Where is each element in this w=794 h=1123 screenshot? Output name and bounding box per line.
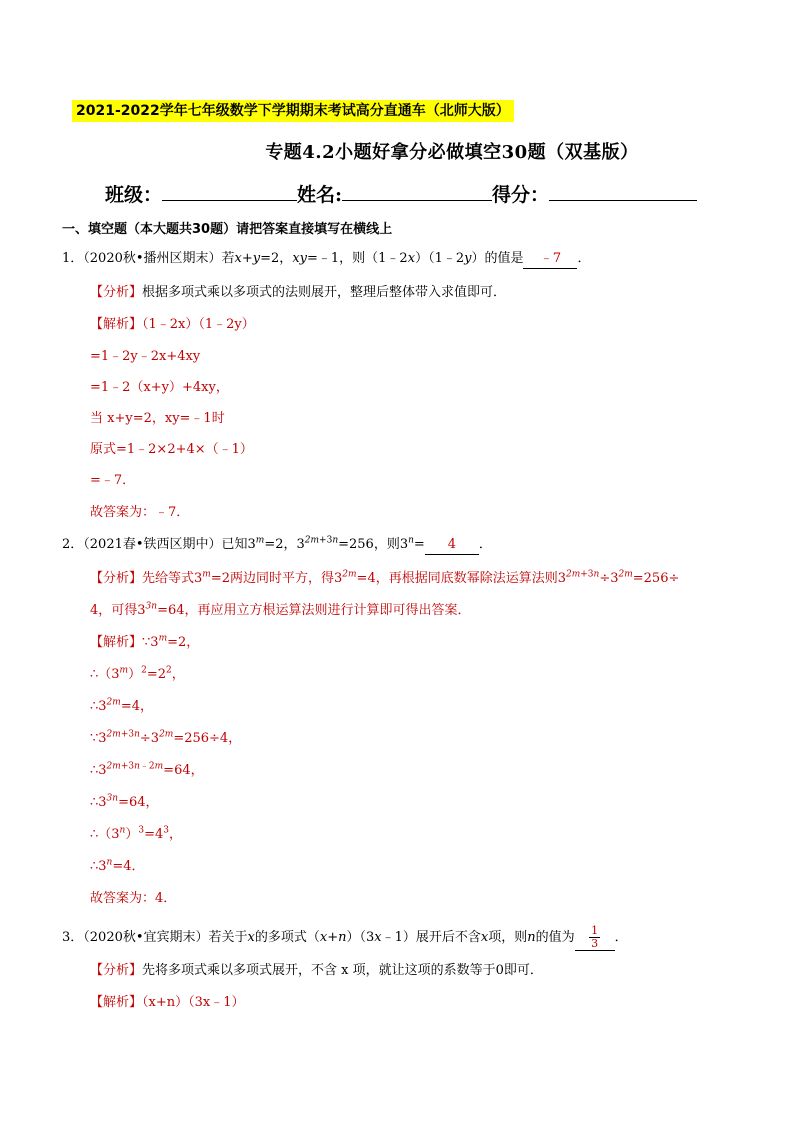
q1-solution-3: 当 x+y=2，xy=﹣1时 (90, 411, 225, 426)
q2-solution-2: $\therefore 3^{2m}=4$， (90, 697, 153, 714)
page-title: 专题4.2小题好拿分必做填空30题（双基版） (265, 142, 639, 163)
q1-stem: 1．（2020秋•播州区期末）若x+y=2，xy=﹣1，则（1﹣2x）（1﹣2y）的值是 ﹣7 ． (62, 250, 591, 269)
q2-solution-1: $\therefore(3^m)^2=2^2$， (90, 665, 185, 682)
student-info-row (105, 180, 697, 207)
q1-analysis: 【分析】根据多项式乘以多项式的法则展开，整理后整体带入求值即可． (90, 285, 507, 300)
class-label: 班级： (105, 184, 163, 206)
q3-stem: 3．（2020秋•宜宾期末）若关于x的多项式（x+n）（3x﹣1）展开后不含x项，则n的值为 $\frac{1}{3}$ ． (62, 924, 628, 950)
q2-solution-6: $\therefore(3^n)^3=4^3$， (90, 825, 183, 842)
q2-analysis-1: 【分析】先给等式$3^m=2$两边同时平方，得$3^{2m}=4$，再根据同底数幂除法运算法则$3^{2m+3n}\div 3^{2m}=256\div$ (90, 569, 680, 586)
q2-stem: 2．（2021春•铁西区期中）已知$3^m=2$，$3^{2m+3n}=256$，则$3^n= 4$ ． (62, 536, 492, 555)
q3-solution-0: 【解析】（x+n）（3x﹣1） (90, 995, 245, 1010)
q1-solution-6: 故答案为：﹣7． (90, 505, 190, 520)
section-heading: 一、填空题（本大题共30题）请把答案直接填写在横线上 (62, 222, 393, 237)
name-field[interactable] (342, 182, 492, 201)
q2-solution-7: $\therefore 3^n=4$． (90, 857, 145, 874)
q2-solution-4: $\therefore 3^{2m+3n﹣2m}=64$， (90, 761, 204, 778)
class-field[interactable] (162, 182, 297, 201)
q2-solution-0: 【解析】$\because 3^m=2$， (90, 633, 200, 650)
name-label: 姓名: (297, 184, 343, 206)
q1-solution-4: 原式=1﹣2×2+4×（﹣1） (90, 442, 253, 457)
q2-solution-3: $\because 3^{2m+3n}\div 3^{2m}=256\div 4$， (90, 729, 242, 746)
q1-solution-2: =1﹣2（x+y）+4xy， (90, 380, 229, 395)
score-field[interactable] (549, 182, 697, 201)
score-label: 得分： (492, 184, 550, 206)
q2-analysis-2: 4，可得$3^{3n}=64$，再应用立方根运算法则进行计算即可得出答案． (90, 601, 471, 618)
q1-answer: ﹣7 (523, 250, 577, 269)
q1-solution-5: =﹣7． (90, 473, 136, 488)
q2-solution-8: 故答案为：4． (90, 891, 177, 906)
q1-solution-1: =1﹣2y﹣2x+4xy (90, 349, 201, 364)
series-header-tag: 2021-2022学年七年级数学下学期期末考试高分直通车（北师大版） (72, 100, 514, 122)
q2-answer: 4 (425, 536, 479, 555)
q3-analysis: 【分析】先将多项式乘以多项式展开，不含 x 项，就让这项的系数等于0即可． (90, 963, 543, 978)
q3-answer: $\frac{1}{3}$ (575, 925, 615, 951)
q2-solution-5: $\therefore 3^{3n}=64$， (90, 793, 159, 810)
q1-solution-0: 【解析】（1﹣2x）（1﹣2y） (90, 317, 255, 332)
